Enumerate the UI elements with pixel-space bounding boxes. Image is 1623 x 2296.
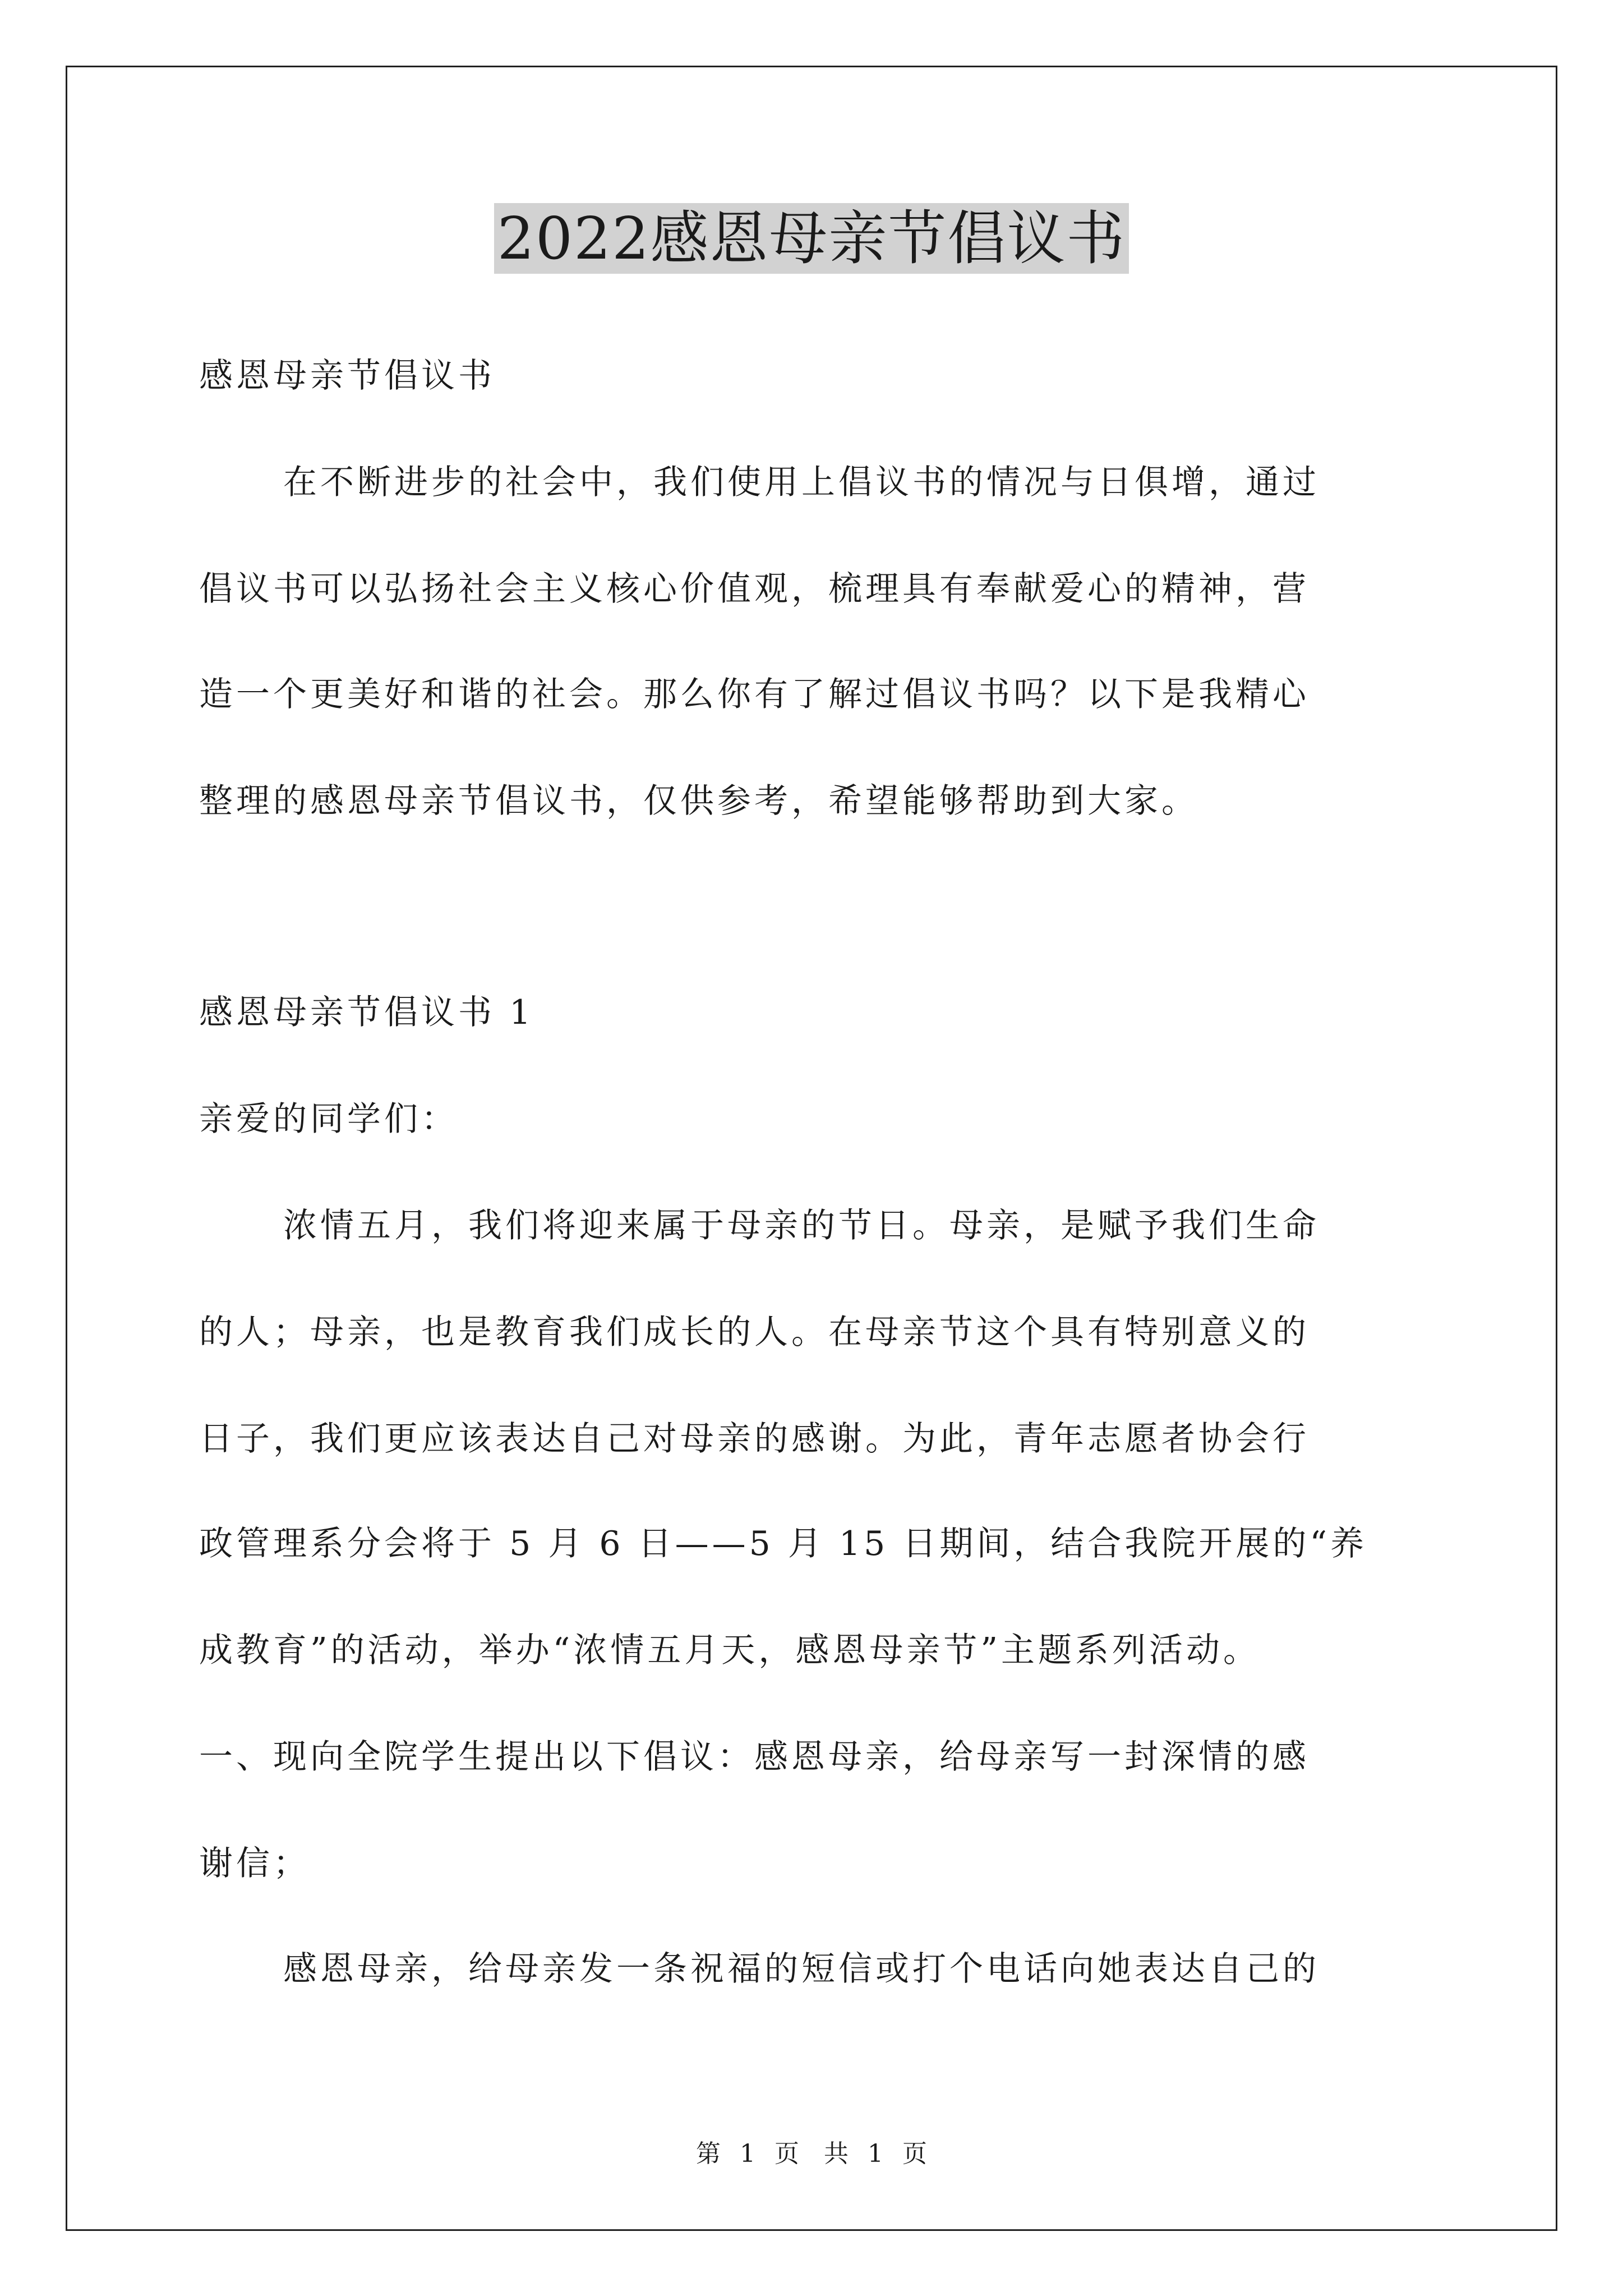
section-heading: 感恩母亲节倡议书 1 bbox=[199, 993, 534, 1032]
paragraph-line: 在不断进步的社会中，我们使用上倡议书的情况与日俱增，通过 bbox=[283, 463, 1320, 502]
paragraph-line: 感恩母亲，给母亲发一条祝福的短信或打个电话向她表达自己的 bbox=[283, 1949, 1320, 1989]
document-title bbox=[0, 199, 1623, 278]
paragraph-line: 政管理系分会将于 5 月 6 日——5 月 15 日期间，结合我院开展的“养 bbox=[199, 1524, 1368, 1563]
paragraph-line: 成教育”的活动，举办“浓情五月天，感恩母亲节”主题系列活动。 bbox=[199, 1631, 1261, 1670]
salutation: 亲爱的同学们： bbox=[199, 1099, 458, 1139]
paragraph-line: 谢信； bbox=[199, 1844, 310, 1883]
paragraph-line: 整理的感恩母亲节倡议书，仅供参考，希望能够帮助到大家。 bbox=[199, 781, 1198, 821]
title-text: 2022感恩母亲节倡议书 bbox=[494, 203, 1129, 274]
section-heading: 感恩母亲节倡议书 bbox=[199, 356, 495, 395]
paragraph-line: 一、现向全院学生提出以下倡议：感恩母亲，给母亲写一封深情的感 bbox=[199, 1737, 1310, 1777]
paragraph-line: 倡议书可以弘扬社会主义核心价值观，梳理具有奉献爱心的精神，营 bbox=[199, 569, 1310, 609]
paragraph-line: 造一个更美好和谐的社会。那么你有了解过倡议书吗？以下是我精心 bbox=[199, 675, 1310, 714]
paragraph-line: 浓情五月，我们将迎来属于母亲的节日。母亲，是赋予我们生命 bbox=[283, 1206, 1320, 1245]
paragraph-line: 日子，我们更应该表达自己对母亲的感谢。为此，青年志愿者协会行 bbox=[199, 1419, 1310, 1458]
page-footer: 第 1 页 共 1 页 bbox=[696, 2139, 927, 2168]
paragraph-line: 的人；母亲，也是教育我们成长的人。在母亲节这个具有特别意义的 bbox=[199, 1313, 1310, 1352]
